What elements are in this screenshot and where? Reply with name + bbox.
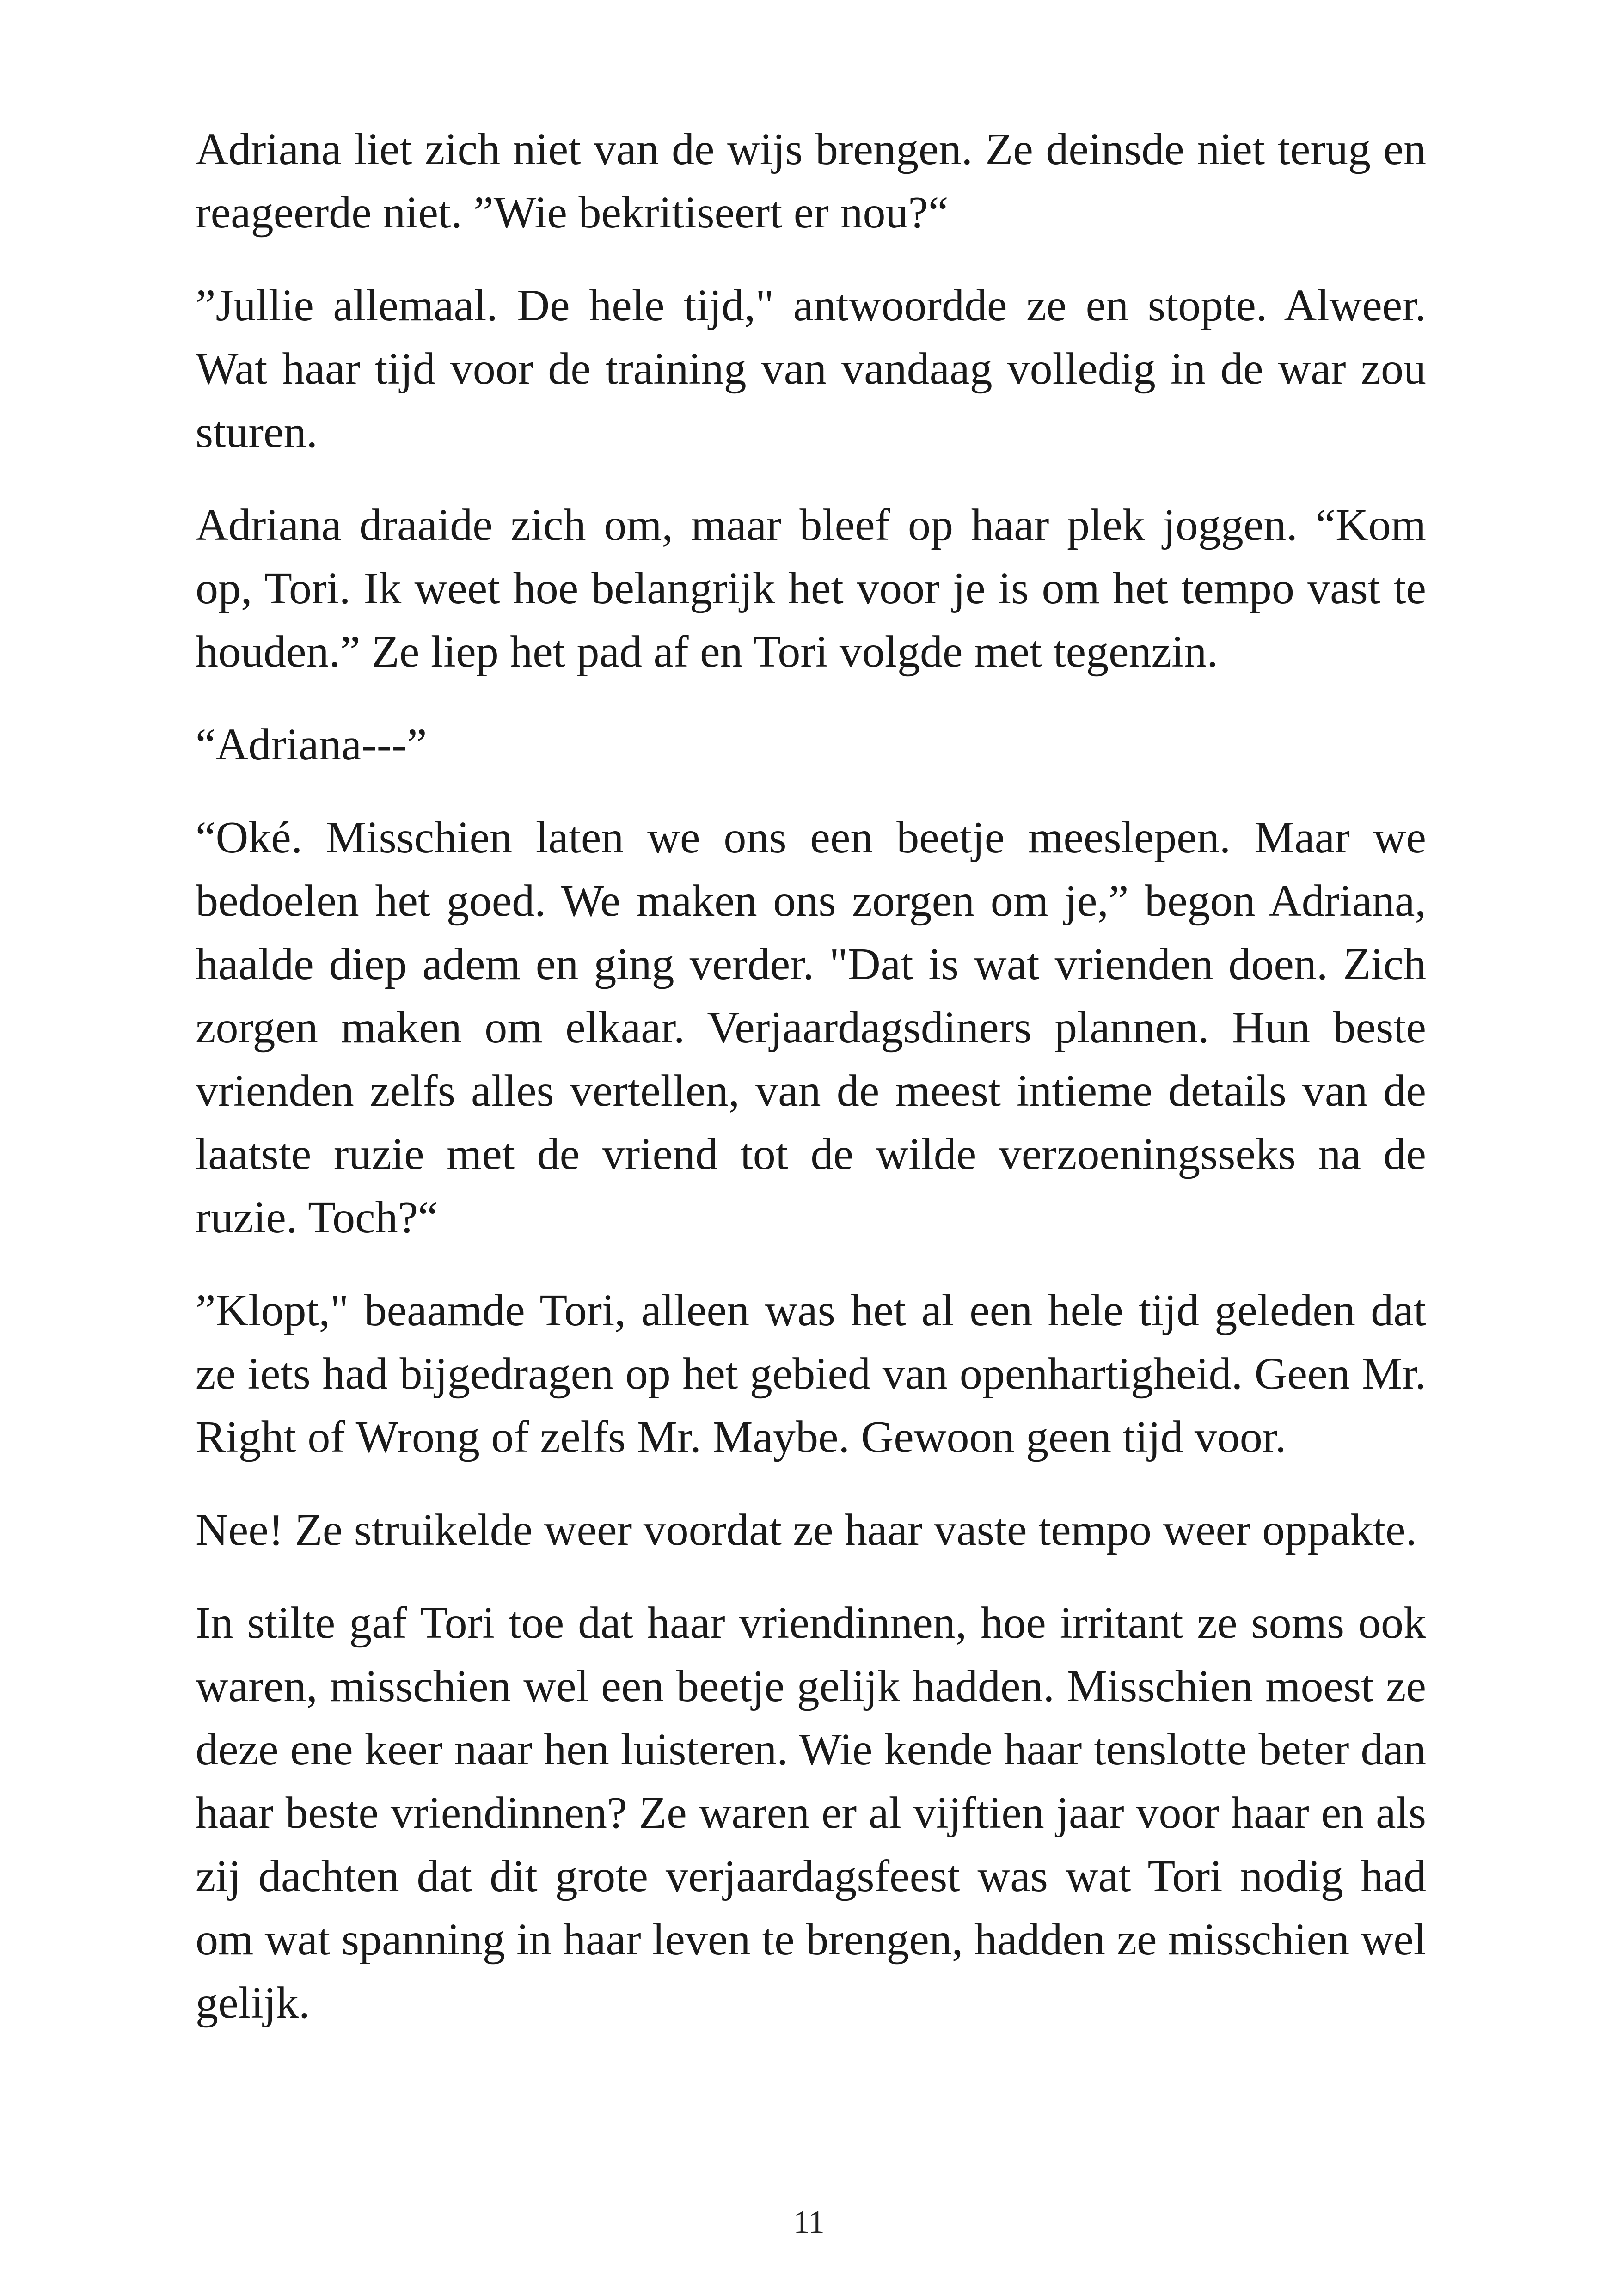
- paragraph: “Adriana---”: [196, 720, 427, 770]
- page-number: 11: [793, 2204, 825, 2240]
- paragraph: Nee! Ze struikelde weer voordat ze haar vaste tempo weer oppakte.: [196, 1505, 1417, 1555]
- paragraph: Adriana draaide zich om, maar bleef op haar plek joggen. “Kom op, Tori. Ik weet hoe belangrijk het voor je is om het tempo vast te houden.” Ze liep het pad af en Tori volgde met tegenzin.: [196, 500, 1426, 677]
- page-body: [196, 118, 1426, 2064]
- paragraph: ”Klopt," beaamde Tori, alleen was het al een hele tijd geleden dat ze iets had bijgedragen op het gebied van openhartigheid. Geen Mr. Right of Wrong of zelfs Mr. Maybe. Gewoon geen tijd voor.: [196, 1286, 1426, 1462]
- paragraph: ”Jullie allemaal. De hele tijd," antwoordde ze en stopte. Alweer. Wat haar tijd voor de training van vandaag volledig in de war zou sturen.: [196, 281, 1426, 457]
- paragraph: Adriana liet zich niet van de wijs brengen. Ze deinsde niet terug en reageerde niet. ”Wie bekritiseert er nou?“: [196, 124, 1426, 238]
- paragraph: “Oké. Misschien laten we ons een beetje meeslepen. Maar we bedoelen het goed. We maken ons zorgen om je,” begon Adriana, haalde diep adem en ging verder. "Dat is wat vrienden doen. Zich zorgen maken om elkaar. Verjaardagsdiners plannen. Hun beste vrienden zelfs alles vertellen, van de meest intieme details van de laatste ruzie met de vriend tot de wilde verzoeningsseks na de ruzie. Toch?“: [196, 813, 1426, 1243]
- paragraph: In stilte gaf Tori toe dat haar vriendinnen, hoe irritant ze soms ook waren, misschien wel een beetje gelijk hadden. Misschien moest ze deze ene keer naar hen luisteren. Wie kende haar tenslotte beter dan haar beste vriendinnen? Ze waren er al vijftien jaar voor haar en als zij dachten dat dit grote verjaardagsfeest was wat Tori nodig had om wat spanning in haar leven te brengen, hadden ze misschien wel gelijk.: [196, 1598, 1426, 2028]
